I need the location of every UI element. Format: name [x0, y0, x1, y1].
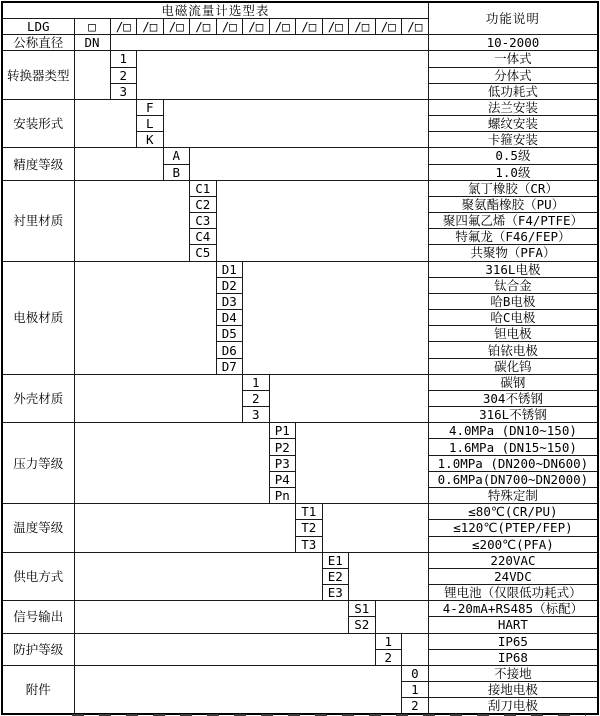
option-code-cell: 2	[110, 67, 137, 83]
spacer-cell	[243, 261, 429, 374]
option-code-cell: 3	[243, 407, 270, 423]
option-code-cell: P3	[269, 455, 296, 471]
option-code-cell: L	[137, 116, 164, 132]
option-code-cell: 3	[110, 83, 137, 99]
option-code-cell: E3	[322, 585, 349, 601]
option-description-cell: 氯丁橡胶（CR）	[428, 180, 598, 196]
datasheet-page	[0, 1, 600, 716]
category-cell: 安装形式	[2, 99, 74, 148]
option-description-cell: 1.6MPa (DN15~150)	[428, 439, 598, 455]
option-code-cell: C2	[190, 196, 217, 212]
option-description-cell: 钽电极	[428, 326, 598, 342]
category-cell: 附件	[2, 665, 74, 714]
spacer-cell	[137, 51, 429, 100]
category-cell: 转换器类型	[2, 51, 74, 100]
selection-table-body	[2, 2, 598, 714]
option-description-cell: 聚氨酯橡胶（PU）	[428, 196, 598, 212]
option-description-cell: IP68	[428, 649, 598, 665]
option-description-cell: IP65	[428, 633, 598, 649]
option-code-cell: D2	[216, 277, 243, 293]
option-description-cell: 特殊定制	[428, 487, 598, 503]
spacer-cell	[74, 374, 243, 423]
code-slot-box: /□	[243, 19, 270, 35]
option-code-cell: 1	[110, 51, 137, 67]
code-slot-box: /□	[322, 19, 349, 35]
option-code-cell: D7	[216, 358, 243, 374]
option-description-cell: 分体式	[428, 67, 598, 83]
option-code-cell: D5	[216, 326, 243, 342]
option-code-cell: Pn	[269, 487, 296, 503]
code-slot-box: /□	[269, 19, 296, 35]
option-description-cell: 4.0MPa (DN10~150)	[428, 423, 598, 439]
spacer-cell	[74, 665, 402, 714]
code-slot-box: /□	[110, 19, 137, 35]
option-code-cell: 2	[375, 649, 402, 665]
option-description-cell: 1.0MPa (DN200~DN600)	[428, 455, 598, 471]
spacer-cell	[349, 552, 429, 601]
spacer-cell	[402, 633, 429, 665]
option-code-cell: P2	[269, 439, 296, 455]
option-code-cell: 2	[243, 390, 270, 406]
option-code-cell: 2	[402, 698, 429, 715]
spacer-cell	[74, 423, 269, 504]
option-description-cell: 316L电极	[428, 261, 598, 277]
category-cell: 公称直径	[2, 35, 74, 51]
option-code-cell: P1	[269, 423, 296, 439]
category-cell: 压力等级	[2, 423, 74, 504]
selection-table	[1, 1, 599, 715]
option-code-cell: 1	[243, 374, 270, 390]
option-description-cell: 0.6MPa(DN700~DN2000)	[428, 471, 598, 487]
option-description-cell: 法兰安装	[428, 99, 598, 115]
option-code-cell: T3	[296, 536, 323, 552]
option-description-cell: 碳化钨	[428, 358, 598, 374]
category-cell: 信号输出	[2, 601, 74, 633]
option-code-cell: D4	[216, 310, 243, 326]
option-code-cell: 0	[402, 665, 429, 681]
option-description-cell: 刮刀电极	[428, 698, 598, 715]
option-description-cell: 哈C电极	[428, 310, 598, 326]
option-code-cell: C4	[190, 229, 217, 245]
option-code-cell: T2	[296, 520, 323, 536]
option-description-cell: 一体式	[428, 51, 598, 67]
option-code-cell: D1	[216, 261, 243, 277]
spacer-cell	[74, 552, 322, 601]
option-description-cell: 220VAC	[428, 552, 598, 568]
category-cell: 温度等级	[2, 504, 74, 553]
category-cell: 电极材质	[2, 261, 74, 374]
function-column-header: 功能说明	[428, 2, 598, 35]
category-cell: 外壳材质	[2, 374, 74, 423]
option-description-cell: 共聚物（PFA）	[428, 245, 598, 261]
spacer-cell	[74, 504, 296, 553]
model-prefix: LDG	[2, 19, 74, 35]
option-description-cell: 低功耗式	[428, 83, 598, 99]
option-code-cell: 1	[402, 682, 429, 698]
spacer-cell	[74, 148, 163, 180]
option-description-cell: 0.5级	[428, 148, 598, 164]
spacer-cell	[74, 51, 110, 100]
option-description-cell: 螺纹安装	[428, 116, 598, 132]
code-slot-box: /□	[296, 19, 323, 35]
code-slot-box: /□	[137, 19, 164, 35]
option-description-cell: 接地电极	[428, 682, 598, 698]
option-code-cell: E2	[322, 568, 349, 584]
spacer-cell	[216, 180, 428, 261]
option-code-cell: T1	[296, 504, 323, 520]
spacer-cell	[74, 261, 216, 374]
spacer-cell	[110, 35, 428, 51]
option-description-cell: 碳钢	[428, 374, 598, 390]
spacer-cell	[322, 504, 428, 553]
category-cell: 衬里材质	[2, 180, 74, 261]
option-description-cell: ≤80℃(CR/PU)	[428, 504, 598, 520]
spacer-cell	[190, 148, 429, 180]
option-description-cell: 钛合金	[428, 277, 598, 293]
option-description-cell: ≤200℃(PFA)	[428, 536, 598, 552]
option-description-cell: 锂电池（仅限低功耗式）	[428, 585, 598, 601]
option-description-cell: 1.0级	[428, 164, 598, 180]
spacer-cell	[74, 99, 137, 148]
option-description-cell: 304不锈钢	[428, 390, 598, 406]
option-code-cell: C5	[190, 245, 217, 261]
option-description-cell: 特氟龙（F46/FEP）	[428, 229, 598, 245]
option-description-cell: 哈B电极	[428, 293, 598, 309]
option-code-cell: C1	[190, 180, 217, 196]
option-description-cell: 4-20mA+RS485（标配）	[428, 601, 598, 617]
spacer-cell	[296, 423, 429, 504]
option-description-cell: HART	[428, 617, 598, 633]
code-slot-box: /□	[163, 19, 190, 35]
code-slot-box: /□	[402, 19, 429, 35]
spacer-cell	[163, 99, 428, 148]
option-code-cell: D3	[216, 293, 243, 309]
category-cell: 供电方式	[2, 552, 74, 601]
category-cell: 防护等级	[2, 633, 74, 665]
option-description-cell: 不接地	[428, 665, 598, 681]
option-code-cell: B	[163, 164, 190, 180]
spacer-cell	[74, 633, 375, 665]
category-cell: 精度等级	[2, 148, 74, 180]
option-description-cell: 铂铱电极	[428, 342, 598, 358]
code-slot-box: □	[74, 19, 110, 35]
spacer-cell	[74, 180, 190, 261]
spacer-cell	[375, 601, 428, 633]
code-slot-box: /□	[190, 19, 217, 35]
option-code-cell: K	[137, 132, 164, 148]
option-code-cell: P4	[269, 471, 296, 487]
spacer-cell	[269, 374, 428, 423]
code-slot-box: /□	[216, 19, 243, 35]
spacer-cell	[74, 601, 349, 633]
option-description-cell: ≤120℃(PTEP/FEP)	[428, 520, 598, 536]
option-description-cell: 卡箍安装	[428, 132, 598, 148]
page-title: 电磁流量计选型表	[2, 2, 428, 19]
option-code-cell: C3	[190, 213, 217, 229]
option-code-cell: DN	[74, 35, 110, 51]
option-code-cell: D6	[216, 342, 243, 358]
option-code-cell: S2	[349, 617, 376, 633]
option-code-cell: S1	[349, 601, 376, 617]
code-slot-box: /□	[349, 19, 376, 35]
option-description-cell: 24VDC	[428, 568, 598, 584]
option-description-cell: 316L不锈钢	[428, 407, 598, 423]
option-description-cell: 10-2000	[428, 35, 598, 51]
option-code-cell: F	[137, 99, 164, 115]
option-code-cell: A	[163, 148, 190, 164]
option-code-cell: E1	[322, 552, 349, 568]
option-code-cell: 1	[375, 633, 402, 649]
option-description-cell: 聚四氟乙烯（F4/PTFE）	[428, 213, 598, 229]
code-slot-box: /□	[375, 19, 402, 35]
